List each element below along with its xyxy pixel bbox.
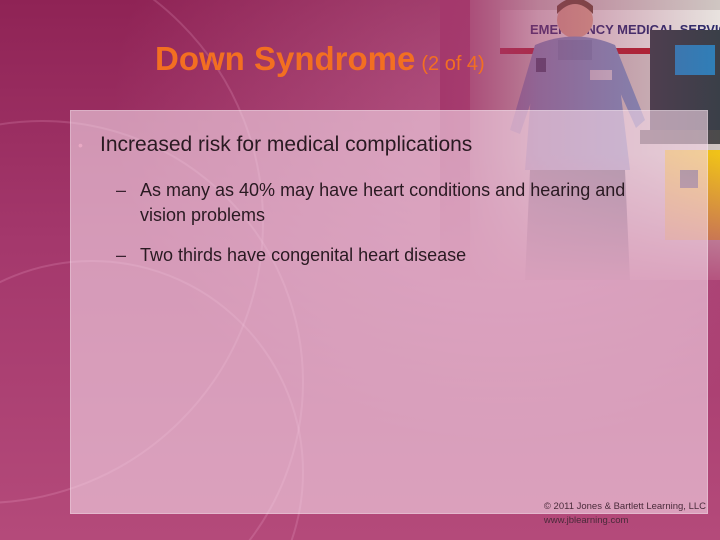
- title-text: Down Syndrome: [155, 40, 416, 77]
- sub-bullet-item: [116, 243, 656, 268]
- sub-bullet-item: [116, 178, 656, 228]
- copyright-line: © 2011 Jones & Bartlett Learning, LLC: [543, 501, 706, 512]
- slide-title: [155, 40, 485, 78]
- bullet-item: [78, 131, 638, 159]
- sub-bullet-text: As many as 40% may have heart conditions and hearing and vision problems: [140, 180, 626, 225]
- title-part-indicator: (2 of 4): [421, 53, 485, 75]
- sub-bullet-text: Two thirds have congenital heart disease: [140, 245, 467, 265]
- copyright-notice: [544, 500, 706, 528]
- bullet-marker: •: [78, 137, 83, 153]
- sub-bullet-marker: –: [116, 245, 127, 265]
- content-panel: [70, 110, 708, 514]
- sub-bullet-marker: –: [116, 180, 127, 200]
- website-line: www.jblearning.com: [543, 515, 629, 526]
- bullet-text: Increased risk for medical complications: [100, 133, 473, 156]
